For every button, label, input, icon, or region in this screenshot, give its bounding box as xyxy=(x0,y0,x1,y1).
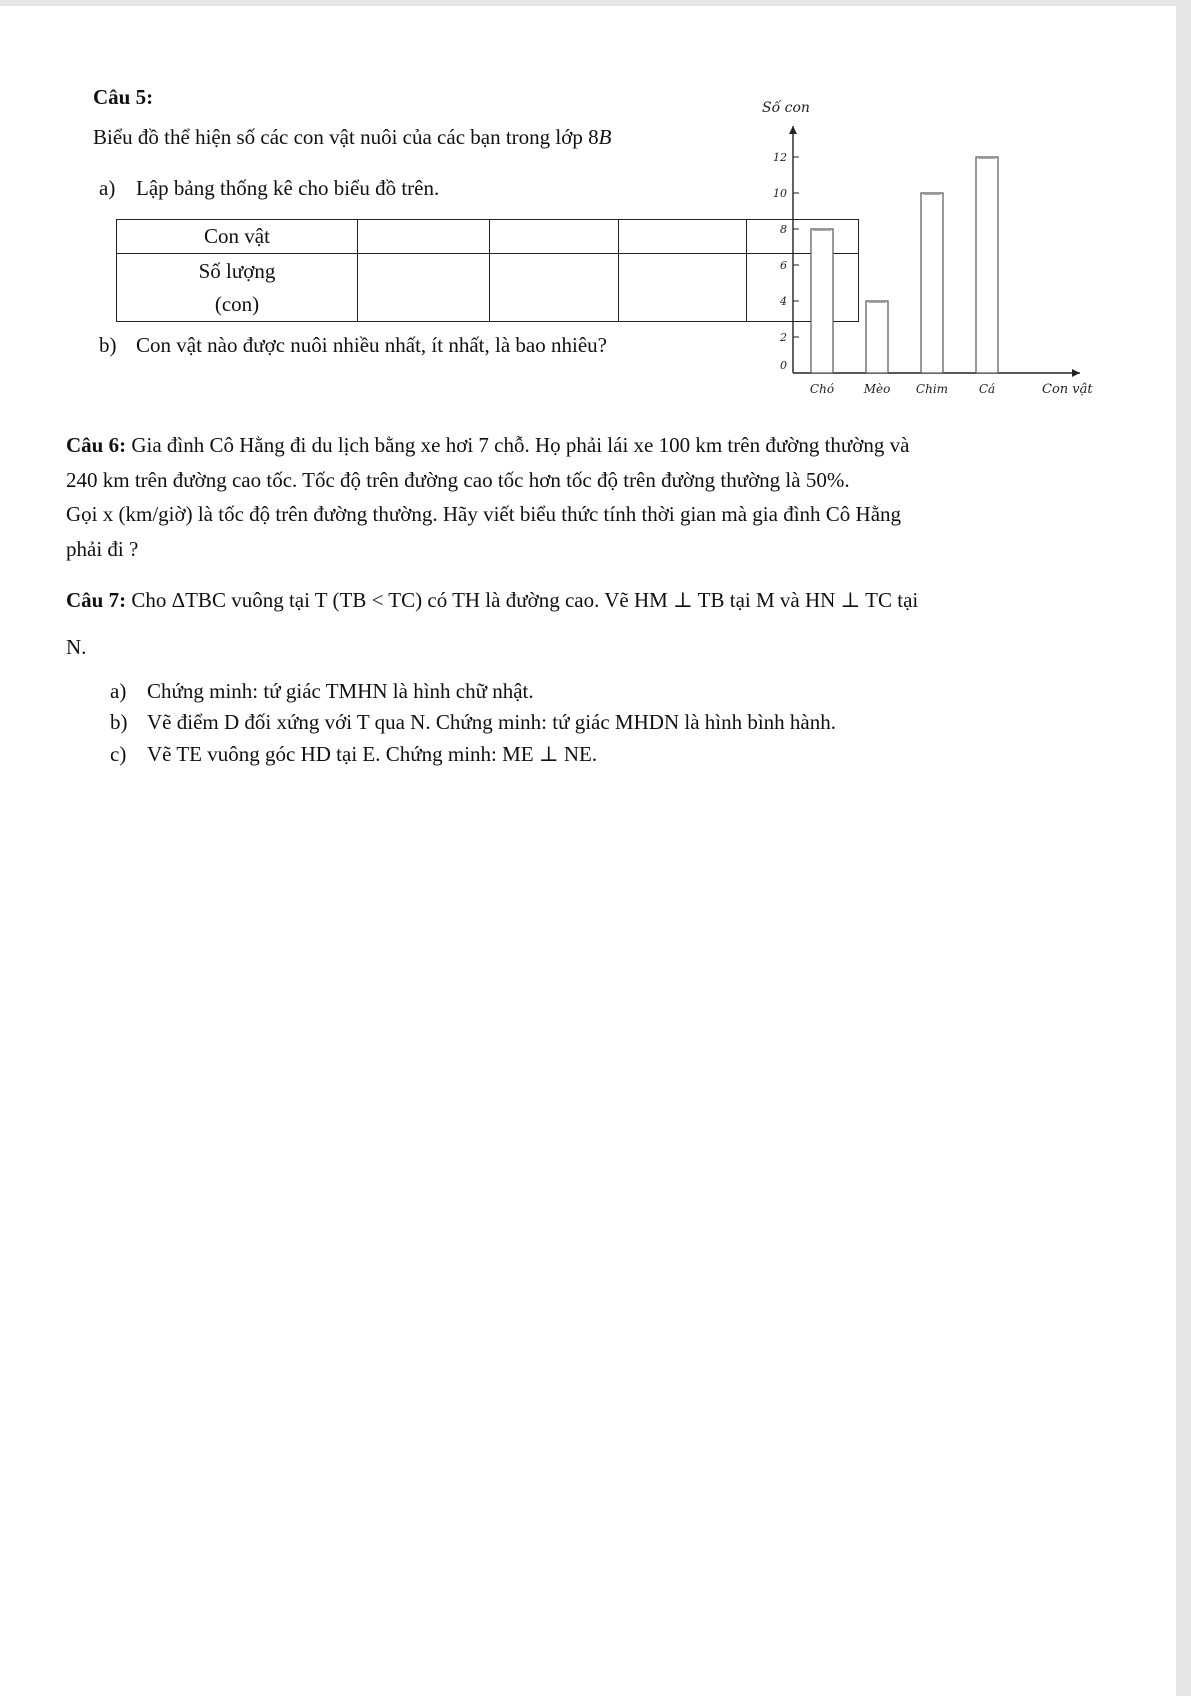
y-tick-label: 2 xyxy=(780,331,787,344)
q5-part-a-text: Lập bảng thống kê cho biểu đồ trên. xyxy=(136,176,440,200)
q6-heading: Câu 6: xyxy=(66,433,127,457)
x-tick-label: Chim xyxy=(915,382,949,396)
table-cell-empty xyxy=(490,220,619,254)
q7-part-c-marker: c) xyxy=(110,742,127,766)
x-tick-label: Mèo xyxy=(863,382,891,396)
table-cell-empty xyxy=(619,220,747,254)
x-tick-label: Cá xyxy=(978,382,996,396)
q7-part-a-marker: a) xyxy=(110,679,127,703)
y-tick-label: 4 xyxy=(780,295,787,308)
x-axis-label: Con vật xyxy=(1042,382,1093,397)
q6-line-1 xyxy=(66,432,909,458)
x-axis-arrow xyxy=(1072,369,1080,377)
q7-line-1 xyxy=(66,587,918,613)
y-tick-label: 10 xyxy=(773,187,787,200)
y-tick-label: 12 xyxy=(773,151,787,164)
quantity-unit: (con) xyxy=(214,291,260,316)
table-cell-empty xyxy=(358,220,490,254)
q6-line-1-text: Gia đình Cô Hằng đi du lịch bằng xe hơi 7 chỗ. Họ phải lái xe 100 km trên đường thường và xyxy=(131,433,910,457)
q7-part-a-text: Chứng minh: tứ giác TMHN là hình chữ nhật. xyxy=(147,679,534,703)
quantity-label: Số lượng xyxy=(198,258,276,283)
y-tick-label: 8 xyxy=(780,223,787,236)
x-tick-label: Chó xyxy=(809,382,835,396)
q5-part-b-text: Con vật nào được nuôi nhiều nhất, ít nhất, là bao nhiêu? xyxy=(136,333,607,357)
q6-line-4: phải đi ? xyxy=(66,537,139,561)
q6-line-3: Gọi x (km/giờ) là tốc độ trên đường thường. Hãy viết biểu thức tính thời gian mà gia đình Cô Hằng xyxy=(66,502,902,526)
q7-heading: Câu 7: xyxy=(66,588,127,612)
q7-line-2: N. xyxy=(66,635,87,659)
y-tick-label: 0 xyxy=(780,359,787,372)
document-page xyxy=(0,6,1176,1696)
q7-part-b-text: Vẽ điểm D đối xứng với T qua N. Chứng minh: tứ giác MHDN là hình bình hành. xyxy=(147,710,837,734)
y-tick-label: 6 xyxy=(780,259,787,272)
q5-heading: Câu 5: xyxy=(93,85,154,109)
table-cell-empty xyxy=(490,254,619,322)
table-cell-empty xyxy=(619,254,747,322)
q5-intro-text: Biểu đồ thể hiện số các con vật nuôi của các bạn trong lớp 8 xyxy=(93,125,599,149)
q5-part-b-marker: b) xyxy=(99,333,117,357)
bar xyxy=(866,301,888,373)
y-axis-label: Số con xyxy=(762,100,810,116)
table-cell-empty xyxy=(358,254,490,322)
bar xyxy=(976,157,998,373)
bar xyxy=(811,229,833,373)
q7-part-c-text: Vẽ TE vuông góc HD tại E. Chứng minh: ME ⊥ NE. xyxy=(147,742,598,766)
q6-line-2: 240 km trên đường cao tốc. Tốc độ trên đường cao tốc hơn tốc độ trên đường thường là 50%. xyxy=(66,468,850,492)
q5-part-a-marker: a) xyxy=(99,176,116,200)
table-header-quantity xyxy=(117,254,358,322)
bar-chart xyxy=(740,86,1120,406)
q5-intro xyxy=(93,124,611,150)
bar xyxy=(921,193,943,373)
q7-line-1-text: Cho ΔTBC vuông tại T (TB < TC) có TH là đường cao. Vẽ HM ⊥ TB tại M và HN ⊥ TC tại xyxy=(131,588,919,612)
q5-intro-class: B xyxy=(598,125,612,149)
table-header-animal: Con vật xyxy=(117,220,358,254)
y-axis-arrow xyxy=(789,126,797,134)
q7-part-b-marker: b) xyxy=(110,710,128,734)
